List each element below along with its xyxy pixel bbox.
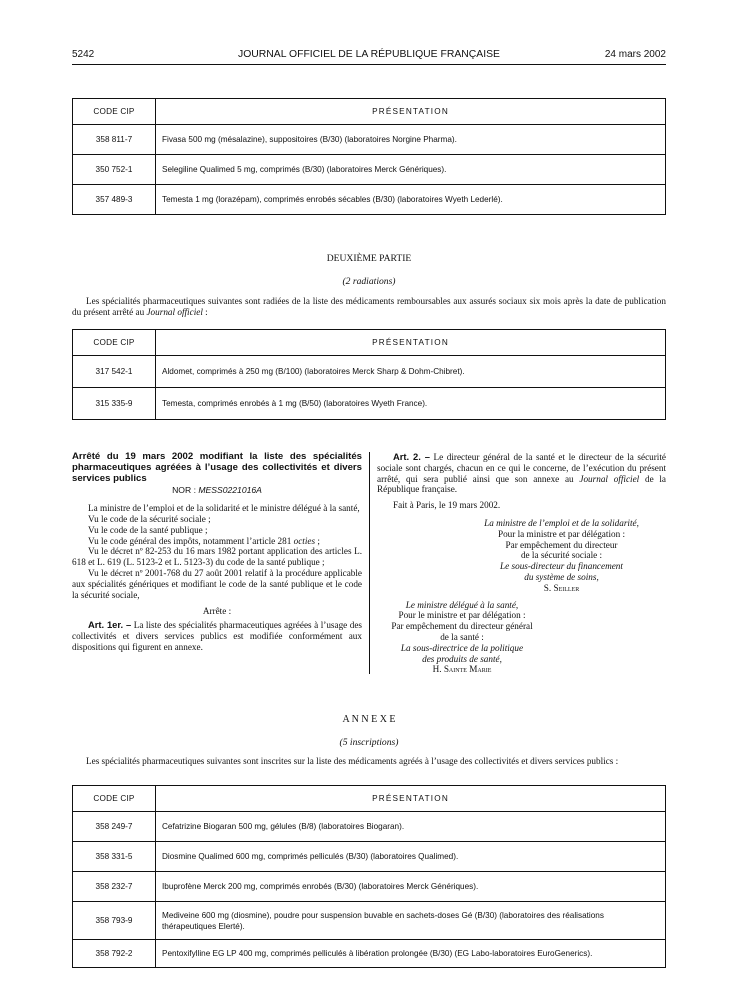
part-two-intro-text: Les spécialités pharmaceutiques suivantes sont radiées de la liste des médicaments remboursables aux assurés sociaux six mois après la date de publication du présent arrêté au xyxy=(72,296,666,317)
column-header-presentation: PRÉSENTATION xyxy=(156,99,666,125)
annexe-subtitle: (5 inscriptions) xyxy=(339,737,399,748)
signature-block-sante xyxy=(377,600,547,676)
table-inscriptions xyxy=(72,785,666,968)
table-row xyxy=(73,125,666,155)
article-2-text: Le directeur général de la santé et le directeur de la sécurité sociale sont chargés, chacun en ce qui le concerne, de l’exécution du présent arrêté, qui sera publié ainsi que son annexe au xyxy=(377,452,666,484)
signature-2-line-2: Pour le ministre et par délégation : xyxy=(398,610,526,621)
signature-block-emploi xyxy=(377,518,666,594)
table-row xyxy=(73,842,666,872)
part-two-intro-journal: Journal officiel xyxy=(146,307,203,317)
part-two-title: DEUXIÈME PARTIE xyxy=(326,253,412,264)
signature-place-date: Fait à Paris, le 19 mars 2002. xyxy=(393,500,501,511)
presentation-text: Ibuprofène Merck 200 mg, comprimés enrobés (B/30) (laboratoires Merck Génériques). xyxy=(156,872,666,902)
signature-2-name: H. Sainte Marie xyxy=(432,664,492,675)
column-header-code: CODE CIP xyxy=(73,99,156,125)
visa-5: Vu le décret nº 2001-768 du 27 août 2001 relatif à la procédure applicable aux spécialités génériques et modifiant le code de la santé publique et le code la sécurité sociale, xyxy=(72,567,362,600)
visa-2: Vu le code de la santé publique ; xyxy=(88,524,208,535)
table-row xyxy=(73,185,666,215)
signature-1-line-6: du système de soins, xyxy=(524,571,599,582)
nor-line xyxy=(72,485,362,496)
cip-code: 315 335-9 xyxy=(73,388,156,420)
signature-2-line-4: de la santé : xyxy=(440,631,484,642)
visa-3 xyxy=(72,536,362,547)
presentation-text: Aldomet, comprimés à 250 mg (B/100) (laboratoires Merck Sharp & Dohm-Chibret). xyxy=(156,356,666,388)
column-header-code: CODE CIP xyxy=(73,786,156,812)
cip-code: 358 811-7 xyxy=(73,125,156,155)
annexe-intro xyxy=(72,756,666,767)
visa-4: Vu le décret nº 82-253 du 16 mars 1982 portant application des articles L. 618 et L. 619 (L. 5123-2 et L. 5123-3) du code de la santé publique ; xyxy=(72,546,362,568)
table-header-row xyxy=(73,99,666,125)
table-row xyxy=(73,155,666,185)
signature-2-line-1: Le ministre délégué à la santé, xyxy=(405,599,519,610)
signature-1-line-1: La ministre de l’emploi et de la solidarité, xyxy=(484,517,639,528)
column-header-presentation: PRÉSENTATION xyxy=(156,786,666,812)
nor-code: MESS0221016A xyxy=(198,485,262,496)
article-2 xyxy=(377,452,666,495)
part-two-intro xyxy=(72,296,666,318)
visa-3-text: Vu le code général des impôts, notamment l’article 281 xyxy=(88,535,292,546)
article-1 xyxy=(72,620,362,652)
visa-1: Vu le code de la sécurité sociale ; xyxy=(88,513,211,524)
table-first-part xyxy=(72,98,666,215)
table-header-row xyxy=(73,330,666,356)
signature-2-line-6: des produits de santé, xyxy=(422,653,502,664)
annexe-intro-text: Les spécialités pharmaceutiques suivantes sont inscrites sur la liste des médicaments agréés à l’usage des collectivités et divers services publics : xyxy=(86,756,619,766)
presentation-text: Temesta 1 mg (lorazépam), comprimés enrobés sécables (B/30) (laboratoires Wyeth Lederlé). xyxy=(156,185,666,215)
table-radiations xyxy=(72,329,666,420)
part-two-subtitle: (2 radiations) xyxy=(342,276,396,287)
arrete-preamble: La ministre de l’emploi et de la solidarité et le ministre délégué à la santé, xyxy=(88,503,360,514)
cip-code: 358 793-9 xyxy=(73,902,156,940)
table-row xyxy=(73,812,666,842)
signature-1-line-2: Pour la ministre et par délégation : xyxy=(497,528,626,539)
presentation-text: Pentoxifylline EG LP 400 mg, comprimés pelliculés à libération prolongée (B/30) (EG Labo-laboratoires EuroGenerics). xyxy=(156,940,666,968)
arrete-right-column xyxy=(377,452,666,675)
arrete-title: Arrêté du 19 mars 2002 modifiant la liste des spécialités pharmaceutiques agréées à l’usage des collectivités et divers services publics xyxy=(72,451,362,484)
annexe-title: A N N E X E xyxy=(342,714,396,725)
presentation-text: Selegiline Qualimed 5 mg, comprimés (B/30) (laboratoires Merck Génériques). xyxy=(156,155,666,185)
table-header-row xyxy=(73,786,666,812)
cip-code: 358 232-7 xyxy=(73,872,156,902)
table-row xyxy=(73,388,666,420)
visa-3-end: ; xyxy=(315,535,320,546)
signature-1-name: S. Seiller xyxy=(543,582,580,593)
column-divider xyxy=(369,452,370,674)
table-row xyxy=(73,872,666,902)
column-header-code: CODE CIP xyxy=(73,330,156,356)
table-row xyxy=(73,902,666,940)
visa-3-octies: octies xyxy=(293,535,316,546)
article-1-label: Art. 1er. – xyxy=(88,619,132,631)
signature-1-line-5: Le sous-directeur du financement xyxy=(500,561,623,572)
presentation-text: Diosmine Qualimed 600 mg, comprimés pelliculés (B/30) (laboratoires Qualimed). xyxy=(156,842,666,872)
presentation-text: Temesta, comprimés enrobés à 1 mg (B/50) (laboratoires Wyeth France). xyxy=(156,388,666,420)
article-2-label: Art. 2. – xyxy=(393,451,430,462)
table-row xyxy=(73,940,666,968)
journal-title: JOURNAL OFFICIEL DE LA RÉPUBLIQUE FRANÇAISE xyxy=(238,49,500,60)
presentation-text: Fivasa 500 mg (mésalazine), suppositoires (B/30) (laboratoires Norgine Pharma). xyxy=(156,125,666,155)
signature-1-line-3: Par empêchement du directeur xyxy=(505,539,618,550)
article-2-journal: Journal officiel xyxy=(579,473,640,484)
signature-2-line-5: La sous-directrice de la politique xyxy=(400,642,524,653)
cip-code: 350 752-1 xyxy=(73,155,156,185)
signature-1-line-4: de la sécurité sociale : xyxy=(520,550,603,561)
cip-code: 358 331-5 xyxy=(73,842,156,872)
table-row xyxy=(73,356,666,388)
header-rule xyxy=(72,64,666,65)
presentation-text: Cefatrizine Biogaran 500 mg, gélules (B/8) (laboratoires Biogaran). xyxy=(156,812,666,842)
article-2-end: de la République française. xyxy=(377,473,667,495)
cip-code: 358 792-2 xyxy=(73,940,156,968)
cip-code: 357 489-3 xyxy=(73,185,156,215)
arrete-left-column xyxy=(72,452,362,653)
nor-label: NOR : xyxy=(172,485,196,496)
column-header-presentation: PRÉSENTATION xyxy=(156,330,666,356)
cip-code: 358 249-7 xyxy=(73,812,156,842)
cip-code: 317 542-1 xyxy=(73,356,156,388)
page-number: 5242 xyxy=(72,49,95,60)
signature-2-line-3: Par empêchement du directeur général xyxy=(391,621,533,632)
presentation-text: Mediveine 600 mg (diosmine), poudre pour suspension buvable en sachets-doses Gé (B/30) (laboratoires des réalisations thérapeutiques Elerté). xyxy=(156,902,666,940)
issue-date: 24 mars 2002 xyxy=(604,49,666,60)
article-1-text: La liste des spécialités pharmaceutiques agréées à l’usage des collectivités et divers services publics est modifiée conformément aux dispositions qui figurent en annexe. xyxy=(72,620,363,652)
part-two-intro-end: : xyxy=(202,307,208,317)
arrete-word: Arrête : xyxy=(202,606,232,617)
